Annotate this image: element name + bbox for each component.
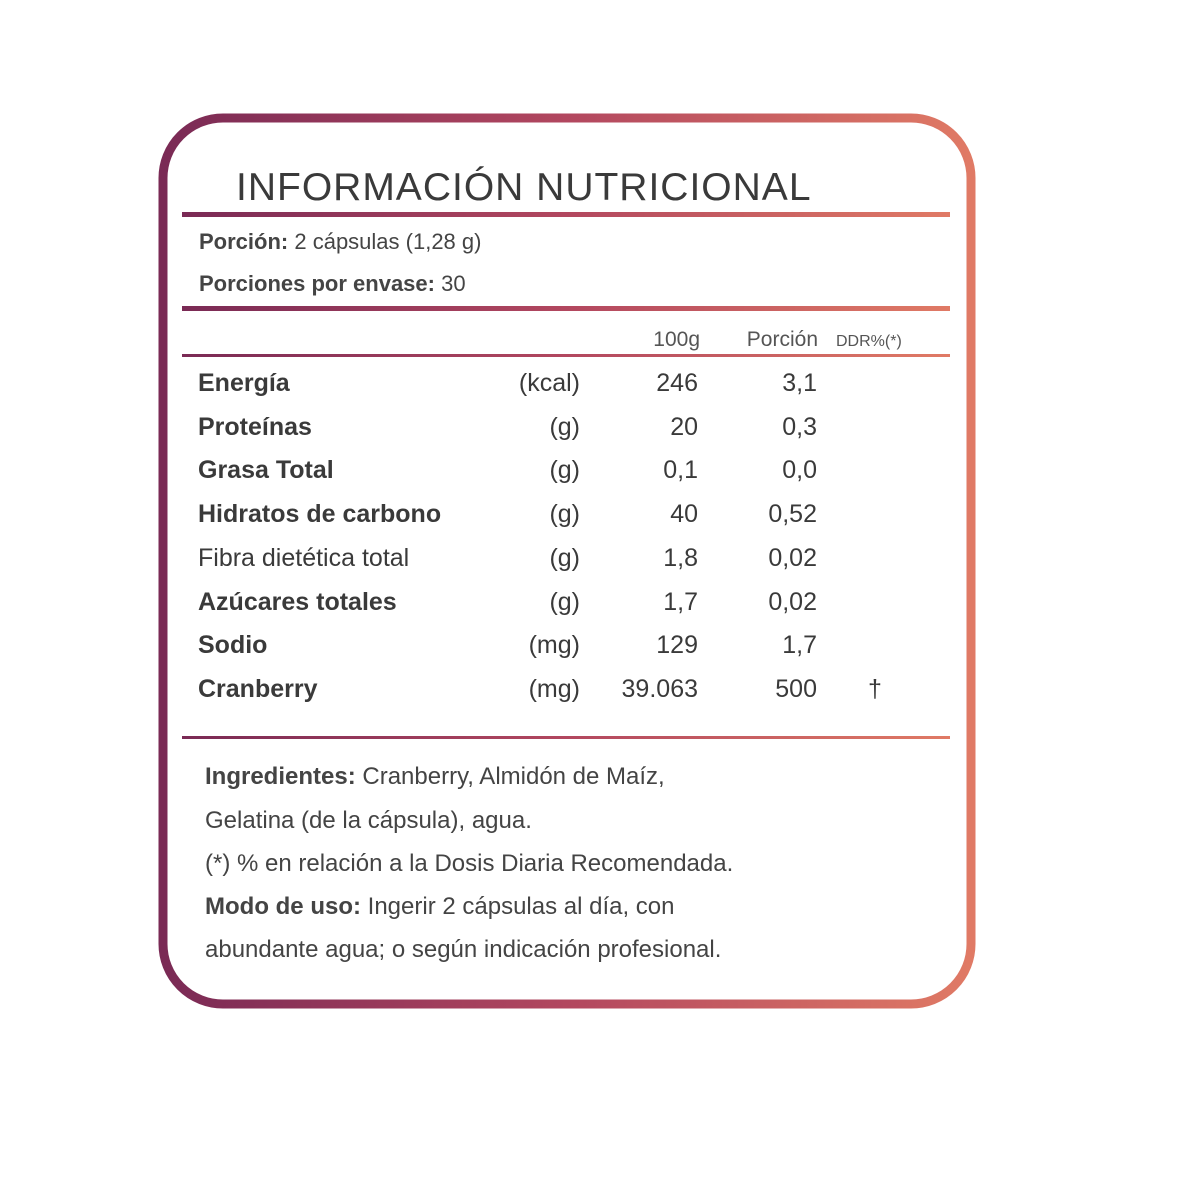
usage-line-2 xyxy=(205,936,721,964)
ingredients-text-1: Cranberry, Almidón de Maíz, xyxy=(362,763,665,790)
usage-text-1: Ingerir 2 cápsulas al día, con xyxy=(367,893,675,920)
nutrient-name: Sodio xyxy=(198,631,268,659)
nutrient-value-ddr: † xyxy=(868,675,882,703)
nutrient-value-100g: 40 xyxy=(670,500,698,528)
column-header-portion: Porción xyxy=(746,328,818,351)
usage-text-2: abundante agua; o según indicación profesional. xyxy=(205,936,722,963)
serving-size-value: 2 cápsulas (1,28 g) xyxy=(294,229,482,254)
ingredients-text-2: Gelatina (de la cápsula), agua. xyxy=(205,807,532,834)
usage-label: Modo de uso: xyxy=(205,893,361,920)
nutrient-row xyxy=(0,544,1200,584)
ingredients-line-1 xyxy=(205,763,665,791)
nutrient-name: Energía xyxy=(198,369,290,397)
nutrient-row xyxy=(0,413,1200,453)
nutrient-unit: (g) xyxy=(549,413,580,441)
nutrient-value-portion: 1,7 xyxy=(782,631,817,659)
nutrient-value-portion: 0,52 xyxy=(768,500,817,528)
nutrient-value-100g: 39.063 xyxy=(621,675,698,703)
ddr-note-text: (*) % en relación a la Dosis Diaria Recomendada. xyxy=(205,850,734,877)
nutrient-row xyxy=(0,456,1200,496)
nutrient-unit: (g) xyxy=(549,456,580,484)
ingredients-line-2 xyxy=(205,807,532,835)
nutrient-value-100g: 0,1 xyxy=(663,456,698,484)
nutrient-value-100g: 1,8 xyxy=(663,544,698,572)
nutrient-name: Cranberry xyxy=(198,675,318,703)
nutrient-unit: (mg) xyxy=(528,675,580,703)
ddr-note xyxy=(205,850,733,878)
serving-size-label: Porción: xyxy=(199,229,289,254)
ingredients-label: Ingredientes: xyxy=(205,763,356,790)
nutrient-row xyxy=(0,631,1200,671)
serving-size xyxy=(199,229,481,255)
servings-per-container-label: Porciones por envase: xyxy=(199,271,435,296)
nutrient-value-100g: 129 xyxy=(656,631,698,659)
usage-line-1 xyxy=(205,893,675,921)
nutrient-row xyxy=(0,369,1200,409)
nutrient-value-100g: 246 xyxy=(656,369,698,397)
column-header-100g: 100g xyxy=(653,328,700,351)
nutrient-value-100g: 1,7 xyxy=(663,588,698,616)
label-title: INFORMACIÓN NUTRICIONAL xyxy=(236,166,812,209)
nutrient-value-100g: 20 xyxy=(670,413,698,441)
nutrient-row xyxy=(0,675,1200,715)
nutrient-value-portion: 0,0 xyxy=(782,456,817,484)
column-header-ddr: DDR%(*) xyxy=(836,333,902,350)
nutrient-value-portion: 0,02 xyxy=(768,588,817,616)
nutrient-unit: (kcal) xyxy=(518,369,580,397)
nutrient-name: Proteínas xyxy=(198,413,312,441)
nutrient-row xyxy=(0,500,1200,540)
nutrient-unit: (mg) xyxy=(528,631,580,659)
nutrient-value-portion: 3,1 xyxy=(782,369,817,397)
nutrient-name: Azúcares totales xyxy=(198,588,397,616)
nutrient-value-portion: 0,02 xyxy=(768,544,817,572)
nutrient-value-portion: 500 xyxy=(775,675,817,703)
nutrient-name: Grasa Total xyxy=(198,456,334,484)
servings-per-container xyxy=(199,271,466,297)
nutrient-row xyxy=(0,588,1200,628)
nutrient-unit: (g) xyxy=(549,588,580,616)
nutrient-value-portion: 0,3 xyxy=(782,413,817,441)
servings-per-container-value: 30 xyxy=(441,271,466,296)
nutrient-unit: (g) xyxy=(549,544,580,572)
nutrient-name: Hidratos de carbono xyxy=(198,500,442,528)
nutrient-name: Fibra dietética total xyxy=(198,544,410,572)
nutrient-unit: (g) xyxy=(549,500,580,528)
